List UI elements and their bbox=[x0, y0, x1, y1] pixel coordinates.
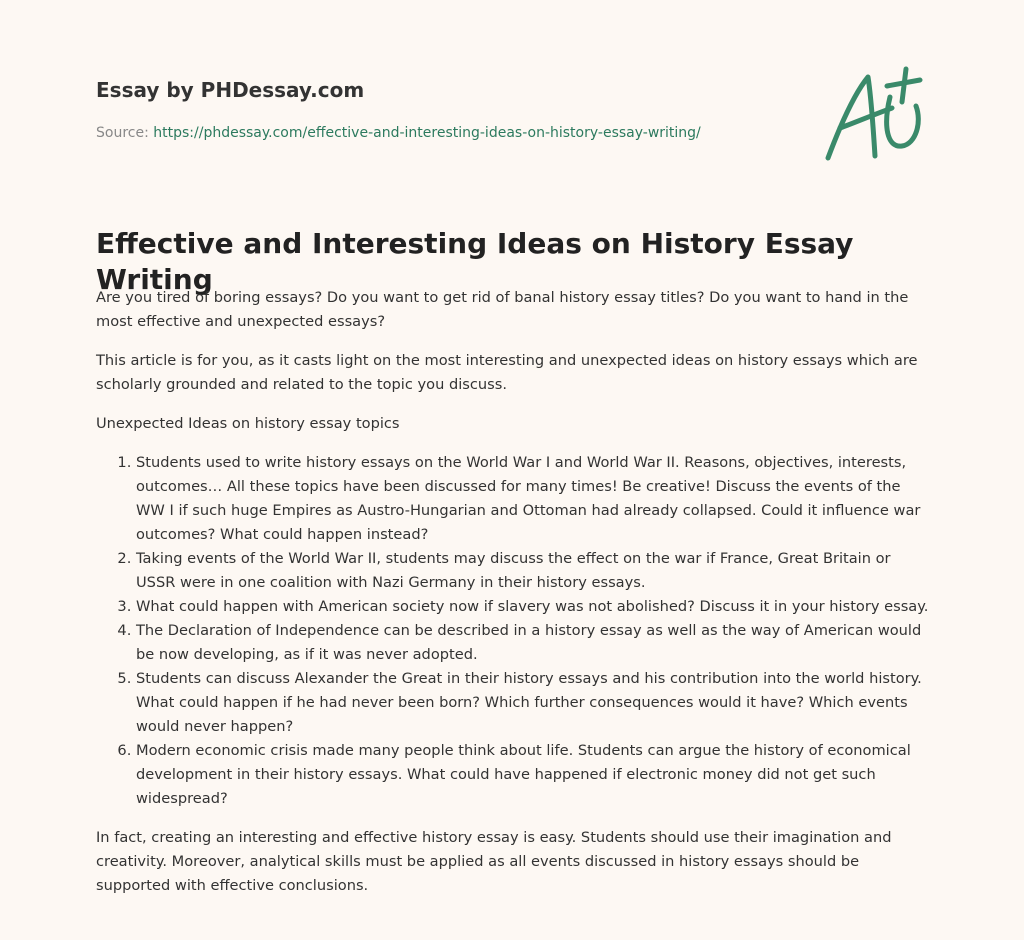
list-item: 2. Taking events of the World War II, students may discuss the effect on the war if France, Great Britain or USSR were in one coalition with Nazi Germany in their history essays. bbox=[136, 547, 932, 595]
list-item: 3. What could happen with American society now if slavery was not abolished? Discuss it in your history essay. bbox=[136, 595, 932, 619]
source-line bbox=[96, 124, 701, 142]
list-item: 5. Students can discuss Alexander the Great in their history essays and his contribution into the world history. What could happen if he had never been born? Which further consequences would it have? Which events would never happen? bbox=[136, 667, 932, 739]
list-item: 1. Students used to write history essays on the World War I and World War II. Reasons, objectives, interests, outcomes… All these topics have been discussed for many times! Be creative! Discuss the events of the WW I if such huge Empires as Austro-Hungarian and Ottoman had already collapsed. Could it influence war outcomes? What could happen instead? bbox=[136, 451, 932, 547]
ideas-heading: Unexpected Ideas on history essay topics bbox=[96, 415, 400, 432]
ideas-list bbox=[96, 451, 932, 811]
intro-paragraph: This article is for you, as it casts light on the most interesting and unexpected ideas on history essays which are scholarly grounded and related to the topic you discuss. bbox=[96, 352, 918, 393]
source-link[interactable]: https://phdessay.com/effective-and-interesting-ideas-on-history-essay-writing/ bbox=[153, 125, 701, 141]
article-body bbox=[96, 286, 932, 913]
intro-paragraph: Are you tired of boring essays? Do you want to get rid of banal history essay titles? Do you want to hand in the most effective and unexpected essays? bbox=[96, 289, 909, 330]
site-brand: Essay by PHDessay.com bbox=[96, 78, 365, 102]
conclusion-paragraph: In fact, creating an interesting and effective history essay is easy. Students should use their imagination and creativity. Moreover, analytical skills must be applied as all events discussed in history essays should be supported with effective conclusions. bbox=[96, 829, 892, 894]
source-label: Source: bbox=[96, 125, 154, 141]
list-item: 4. The Declaration of Independence can be described in a history essay as well as the way of American would be now developing, as if it was never adopted. bbox=[136, 619, 932, 667]
list-item: 6. Modern economic crisis made many people think about life. Students can argue the history of economical development in their history essays. What could have happened if electronic money did not get such widespread? bbox=[136, 739, 932, 811]
a-plus-grade-icon bbox=[818, 64, 930, 168]
article-title: Effective and Interesting Ideas on History Essay Writing bbox=[96, 227, 854, 296]
